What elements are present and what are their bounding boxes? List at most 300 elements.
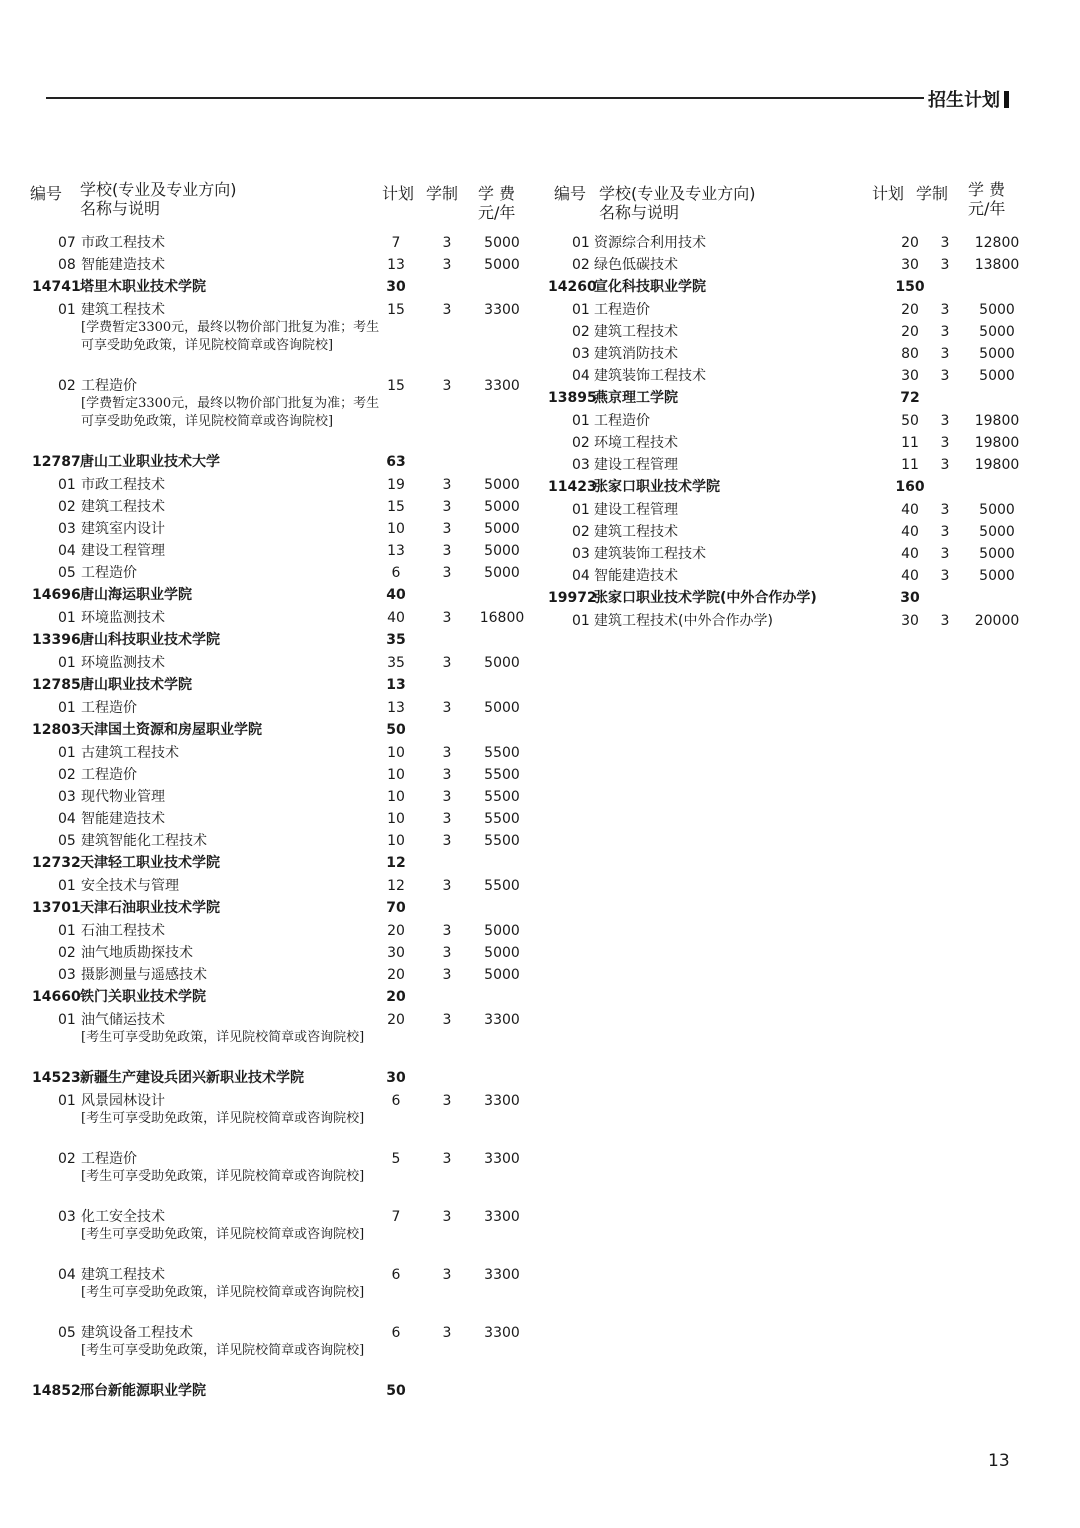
major-name: 市政工程技术 bbox=[81, 235, 165, 251]
major-name: 工程造价 bbox=[81, 565, 137, 581]
major-name: 油气储运技术 bbox=[81, 1012, 165, 1028]
major-name: 智能建造技术 bbox=[81, 811, 165, 827]
major-code: 01 bbox=[58, 700, 76, 716]
major-plan: 10 bbox=[387, 767, 405, 783]
major-row bbox=[30, 942, 530, 964]
major-code: 01 bbox=[572, 302, 590, 318]
major-plan: 40 bbox=[387, 610, 405, 626]
section-title-bar bbox=[1004, 91, 1009, 108]
major-plan: 6 bbox=[391, 1093, 401, 1109]
major-plan: 40 bbox=[901, 568, 919, 584]
major-name: 建筑装饰工程技术 bbox=[594, 546, 706, 562]
school-plan: 50 bbox=[386, 722, 406, 738]
major-plan: 20 bbox=[387, 1012, 405, 1028]
major-duration: 3 bbox=[442, 811, 452, 827]
school-row bbox=[30, 451, 530, 474]
major-fee: 5000 bbox=[484, 257, 520, 273]
major-plan: 30 bbox=[901, 368, 919, 384]
major-fee: 5500 bbox=[484, 789, 520, 805]
school-row bbox=[548, 476, 1028, 499]
major-code: 02 bbox=[58, 499, 76, 515]
major-code: 01 bbox=[58, 745, 76, 761]
major-name: 石油工程技术 bbox=[81, 923, 165, 939]
school-name: 张家口职业技术学院(中外合作办学) bbox=[594, 590, 817, 606]
major-row bbox=[30, 496, 530, 518]
major-row bbox=[548, 454, 1028, 476]
school-name: 塔里木职业技术学院 bbox=[80, 279, 206, 295]
header-duration: 学制 bbox=[426, 184, 459, 203]
major-fee: 5000 bbox=[484, 923, 520, 939]
school-code: 12785 bbox=[32, 677, 81, 693]
major-duration: 3 bbox=[442, 499, 452, 515]
major-fee: 5500 bbox=[484, 878, 520, 894]
header-fee: 学费 bbox=[968, 180, 1011, 199]
major-plan: 7 bbox=[391, 235, 401, 251]
major-plan: 20 bbox=[387, 967, 405, 983]
school-name: 新疆生产建设兵团兴新职业技术学院 bbox=[80, 1070, 304, 1086]
major-plan: 40 bbox=[901, 502, 919, 518]
school-name: 唐山海运职业学院 bbox=[80, 587, 192, 603]
school-plan: 63 bbox=[386, 454, 406, 470]
major-name: 工程造价 bbox=[81, 767, 137, 783]
major-fee: 5000 bbox=[484, 499, 520, 515]
major-fee: 5000 bbox=[484, 521, 520, 537]
major-duration: 3 bbox=[442, 923, 452, 939]
major-row bbox=[548, 543, 1028, 565]
major-code: 04 bbox=[572, 368, 590, 384]
school-plan: 13 bbox=[386, 677, 406, 693]
school-row bbox=[30, 1380, 530, 1403]
school-code: 14523 bbox=[32, 1070, 81, 1086]
major-fee: 5000 bbox=[484, 235, 520, 251]
school-code: 12787 bbox=[32, 454, 81, 470]
school-name: 铁门关职业技术学院 bbox=[80, 989, 206, 1005]
major-row bbox=[30, 786, 530, 808]
major-code: 04 bbox=[58, 1267, 76, 1283]
major-fee: 3300 bbox=[484, 378, 520, 394]
major-code: 02 bbox=[572, 257, 590, 273]
section-title bbox=[928, 86, 1009, 112]
header-fee: 学费 bbox=[478, 184, 521, 203]
major-plan: 19 bbox=[387, 477, 405, 493]
major-code: 02 bbox=[58, 767, 76, 783]
school-row bbox=[548, 276, 1028, 299]
major-code: 01 bbox=[58, 610, 76, 626]
major-duration: 3 bbox=[442, 477, 452, 493]
major-fee: 5000 bbox=[979, 302, 1015, 318]
header-plan: 计划 bbox=[872, 184, 905, 203]
major-code: 07 bbox=[58, 235, 76, 251]
major-row bbox=[30, 1206, 530, 1264]
major-plan: 40 bbox=[901, 524, 919, 540]
major-row bbox=[548, 432, 1028, 454]
major-code: 03 bbox=[572, 346, 590, 362]
major-plan: 20 bbox=[387, 923, 405, 939]
major-name: 建筑工程技术 bbox=[81, 302, 165, 318]
school-code: 14260 bbox=[548, 279, 597, 295]
school-code: 14741 bbox=[32, 279, 81, 295]
school-plan: 20 bbox=[386, 989, 406, 1005]
header-name: 学校(专业及专业方向) bbox=[80, 180, 237, 199]
major-plan: 13 bbox=[387, 543, 405, 559]
school-plan: 40 bbox=[386, 587, 406, 603]
major-name: 建筑工程技术(中外合作办学) bbox=[594, 613, 773, 629]
major-plan: 35 bbox=[387, 655, 405, 671]
major-fee: 3300 bbox=[484, 1209, 520, 1225]
major-code: 03 bbox=[58, 521, 76, 537]
school-row bbox=[30, 674, 530, 697]
major-row bbox=[30, 1264, 530, 1322]
major-plan: 13 bbox=[387, 700, 405, 716]
major-row bbox=[30, 875, 530, 897]
major-plan: 10 bbox=[387, 521, 405, 537]
major-name: 建设工程管理 bbox=[594, 457, 678, 473]
major-plan: 80 bbox=[901, 346, 919, 362]
school-row bbox=[30, 719, 530, 742]
major-name: 工程造价 bbox=[81, 700, 137, 716]
major-fee: 5000 bbox=[979, 524, 1015, 540]
major-code: 01 bbox=[58, 302, 76, 318]
major-duration: 3 bbox=[940, 368, 950, 384]
school-name: 天津石油职业技术学院 bbox=[80, 900, 220, 916]
major-duration: 3 bbox=[442, 565, 452, 581]
major-code: 01 bbox=[58, 878, 76, 894]
major-code: 02 bbox=[58, 1151, 76, 1167]
school-code: 11423 bbox=[548, 479, 597, 495]
major-code: 02 bbox=[58, 378, 76, 394]
major-fee: 19800 bbox=[974, 435, 1020, 451]
major-duration: 3 bbox=[442, 1325, 452, 1341]
header-code: 编号 bbox=[30, 184, 63, 203]
school-plan: 30 bbox=[386, 279, 406, 295]
major-duration: 3 bbox=[940, 257, 950, 273]
school-row bbox=[30, 276, 530, 299]
major-plan: 10 bbox=[387, 833, 405, 849]
major-fee: 3300 bbox=[484, 1151, 520, 1167]
school-row bbox=[548, 387, 1028, 410]
major-row bbox=[30, 1148, 530, 1206]
major-name: 工程造价 bbox=[81, 378, 137, 394]
major-duration: 3 bbox=[442, 1209, 452, 1225]
major-fee: 5500 bbox=[484, 767, 520, 783]
school-plan: 70 bbox=[386, 900, 406, 916]
major-plan: 15 bbox=[387, 499, 405, 515]
major-name: 环境监测技术 bbox=[81, 610, 165, 626]
major-row bbox=[30, 808, 530, 830]
major-plan: 13 bbox=[387, 257, 405, 273]
major-plan: 5 bbox=[391, 1151, 401, 1167]
major-duration: 3 bbox=[940, 524, 950, 540]
major-plan: 11 bbox=[901, 435, 919, 451]
major-row bbox=[30, 1090, 530, 1148]
major-fee: 19800 bbox=[974, 413, 1020, 429]
major-code: 02 bbox=[572, 524, 590, 540]
major-duration: 3 bbox=[442, 610, 452, 626]
major-duration: 3 bbox=[442, 1267, 452, 1283]
right-row-list bbox=[548, 232, 1028, 632]
major-note: [考生可享受助免政策，详见院校简章或咨询院校] bbox=[81, 1030, 365, 1045]
major-plan: 10 bbox=[387, 811, 405, 827]
major-fee: 12800 bbox=[974, 235, 1020, 251]
major-fee: 20000 bbox=[974, 613, 1020, 629]
major-duration: 3 bbox=[442, 302, 452, 318]
major-name: 古建筑工程技术 bbox=[81, 745, 179, 761]
major-fee: 5000 bbox=[484, 477, 520, 493]
school-name: 唐山科技职业技术学院 bbox=[80, 632, 220, 648]
school-code: 14696 bbox=[32, 587, 81, 603]
major-row bbox=[548, 521, 1028, 543]
major-duration: 3 bbox=[442, 257, 452, 273]
major-row bbox=[30, 518, 530, 540]
major-plan: 30 bbox=[901, 613, 919, 629]
school-plan: 30 bbox=[386, 1070, 406, 1086]
major-name: 现代物业管理 bbox=[81, 789, 165, 805]
major-code: 01 bbox=[58, 655, 76, 671]
major-row bbox=[30, 540, 530, 562]
major-fee: 5500 bbox=[484, 745, 520, 761]
major-code: 02 bbox=[572, 435, 590, 451]
school-name: 天津国土资源和房屋职业学院 bbox=[80, 722, 262, 738]
major-plan: 50 bbox=[901, 413, 919, 429]
major-duration: 3 bbox=[940, 413, 950, 429]
major-name: 环境工程技术 bbox=[594, 435, 678, 451]
major-duration: 3 bbox=[940, 435, 950, 451]
major-plan: 30 bbox=[387, 945, 405, 961]
major-plan: 15 bbox=[387, 302, 405, 318]
major-note: [考生可享受助免政策，详见院校简章或咨询院校] bbox=[81, 1169, 365, 1184]
major-code: 03 bbox=[58, 789, 76, 805]
school-plan: 160 bbox=[895, 479, 925, 495]
major-row bbox=[30, 375, 530, 451]
major-code: 04 bbox=[572, 568, 590, 584]
major-duration: 3 bbox=[442, 543, 452, 559]
major-row bbox=[30, 474, 530, 496]
school-row bbox=[30, 852, 530, 875]
header-name-sub: 名称与说明 bbox=[599, 203, 680, 222]
major-row bbox=[30, 920, 530, 942]
major-fee: 3300 bbox=[484, 1012, 520, 1028]
major-duration: 3 bbox=[442, 745, 452, 761]
major-name: 建筑工程技术 bbox=[594, 324, 678, 340]
major-name: 环境监测技术 bbox=[81, 655, 165, 671]
major-duration: 3 bbox=[940, 613, 950, 629]
school-row bbox=[30, 1067, 530, 1090]
school-code: 14852 bbox=[32, 1383, 81, 1399]
major-row bbox=[548, 565, 1028, 587]
major-code: 01 bbox=[58, 1012, 76, 1028]
major-duration: 3 bbox=[442, 967, 452, 983]
school-plan: 72 bbox=[900, 390, 920, 406]
major-duration: 3 bbox=[940, 302, 950, 318]
left-column bbox=[30, 180, 530, 1403]
major-code: 04 bbox=[58, 811, 76, 827]
major-fee: 5000 bbox=[979, 546, 1015, 562]
major-name: 安全技术与管理 bbox=[81, 878, 179, 894]
major-name: 建筑工程技术 bbox=[81, 1267, 165, 1283]
major-duration: 3 bbox=[442, 655, 452, 671]
major-fee: 5000 bbox=[979, 368, 1015, 384]
major-row bbox=[548, 254, 1028, 276]
major-duration: 3 bbox=[442, 789, 452, 805]
major-code: 02 bbox=[572, 324, 590, 340]
left-column-header bbox=[30, 180, 530, 232]
major-note: [考生可享受助免政策，详见院校简章或咨询院校] bbox=[81, 1111, 365, 1126]
school-code: 13396 bbox=[32, 632, 81, 648]
school-code: 13701 bbox=[32, 900, 81, 916]
school-name: 燕京理工学院 bbox=[594, 390, 678, 406]
school-code: 19972 bbox=[548, 590, 597, 606]
major-plan: 20 bbox=[901, 235, 919, 251]
major-fee: 5000 bbox=[484, 700, 520, 716]
school-code: 12732 bbox=[32, 855, 81, 871]
major-name: 建筑工程技术 bbox=[81, 499, 165, 515]
major-plan: 7 bbox=[391, 1209, 401, 1225]
school-name: 唐山工业职业技术大学 bbox=[80, 454, 220, 470]
major-plan: 12 bbox=[387, 878, 405, 894]
major-note: [考生可享受助免政策，详见院校简章或咨询院校] bbox=[81, 1285, 365, 1300]
major-fee: 5500 bbox=[484, 811, 520, 827]
major-fee: 5000 bbox=[484, 945, 520, 961]
school-plan: 50 bbox=[386, 1383, 406, 1399]
major-plan: 40 bbox=[901, 546, 919, 562]
major-fee: 5000 bbox=[484, 543, 520, 559]
major-code: 05 bbox=[58, 1325, 76, 1341]
major-code: 05 bbox=[58, 565, 76, 581]
header-name: 学校(专业及专业方向) bbox=[599, 184, 756, 203]
major-name: 智能建造技术 bbox=[594, 568, 678, 584]
major-name: 油气地质勘探技术 bbox=[81, 945, 193, 961]
school-code: 14660 bbox=[32, 989, 81, 1005]
major-name: 工程造价 bbox=[81, 1151, 137, 1167]
major-duration: 3 bbox=[940, 457, 950, 473]
major-name: 建设工程管理 bbox=[594, 502, 678, 518]
major-row bbox=[30, 607, 530, 629]
major-name: 工程造价 bbox=[594, 302, 650, 318]
school-code: 13895 bbox=[548, 390, 597, 406]
school-plan: 150 bbox=[895, 279, 925, 295]
major-name: 摄影测量与遥感技术 bbox=[81, 967, 207, 983]
school-row bbox=[30, 986, 530, 1009]
major-fee: 5000 bbox=[979, 502, 1015, 518]
major-fee: 5000 bbox=[484, 967, 520, 983]
major-row bbox=[548, 610, 1028, 632]
major-plan: 11 bbox=[901, 457, 919, 473]
school-name: 宣化科技职业学院 bbox=[594, 279, 706, 295]
major-plan: 10 bbox=[387, 789, 405, 805]
header-rule bbox=[46, 97, 924, 99]
major-code: 04 bbox=[58, 543, 76, 559]
major-name: 建筑装饰工程技术 bbox=[594, 368, 706, 384]
school-row bbox=[30, 629, 530, 652]
school-name: 唐山职业技术学院 bbox=[80, 677, 192, 693]
major-duration: 3 bbox=[442, 878, 452, 894]
major-row bbox=[30, 830, 530, 852]
major-note: [考生可享受助免政策，详见院校简章或咨询院校] bbox=[81, 1227, 365, 1242]
major-row bbox=[548, 343, 1028, 365]
header-name-sub: 名称与说明 bbox=[80, 199, 161, 218]
major-name: 工程造价 bbox=[594, 413, 650, 429]
major-fee: 5000 bbox=[979, 346, 1015, 362]
major-duration: 3 bbox=[442, 235, 452, 251]
major-duration: 3 bbox=[442, 1093, 452, 1109]
major-code: 03 bbox=[58, 1209, 76, 1225]
major-code: 05 bbox=[58, 833, 76, 849]
major-duration: 3 bbox=[940, 568, 950, 584]
header-plan: 计划 bbox=[382, 184, 415, 203]
major-row bbox=[30, 742, 530, 764]
school-row bbox=[30, 584, 530, 607]
major-row bbox=[548, 299, 1028, 321]
major-code: 03 bbox=[58, 967, 76, 983]
major-duration: 3 bbox=[940, 546, 950, 562]
major-code: 02 bbox=[58, 945, 76, 961]
major-duration: 3 bbox=[442, 1012, 452, 1028]
left-row-list bbox=[30, 232, 530, 1403]
major-name: 建筑设备工程技术 bbox=[81, 1325, 193, 1341]
major-code: 01 bbox=[58, 1093, 76, 1109]
school-name: 邢台新能源职业学院 bbox=[80, 1383, 206, 1399]
major-code: 01 bbox=[572, 613, 590, 629]
major-code: 01 bbox=[58, 477, 76, 493]
right-column bbox=[548, 180, 1028, 632]
major-duration: 3 bbox=[442, 700, 452, 716]
major-row bbox=[30, 254, 530, 276]
major-row bbox=[548, 232, 1028, 254]
major-code: 01 bbox=[572, 502, 590, 518]
major-fee: 5000 bbox=[484, 655, 520, 671]
major-code: 08 bbox=[58, 257, 76, 273]
major-duration: 3 bbox=[442, 521, 452, 537]
school-code: 12803 bbox=[32, 722, 81, 738]
major-duration: 3 bbox=[442, 945, 452, 961]
major-row bbox=[30, 1322, 530, 1380]
major-plan: 20 bbox=[901, 302, 919, 318]
major-plan: 20 bbox=[901, 324, 919, 340]
major-name: 风景园林设计 bbox=[81, 1093, 165, 1109]
major-fee: 3300 bbox=[484, 1325, 520, 1341]
header-fee-unit: 元/年 bbox=[968, 199, 1006, 218]
major-plan: 6 bbox=[391, 1267, 401, 1283]
page-number: 13 bbox=[988, 1451, 1010, 1471]
major-row bbox=[548, 410, 1028, 432]
major-fee: 16800 bbox=[479, 610, 525, 626]
major-row bbox=[30, 562, 530, 584]
major-fee: 5000 bbox=[484, 565, 520, 581]
major-plan: 10 bbox=[387, 745, 405, 761]
major-name: 绿色低碳技术 bbox=[594, 257, 678, 273]
section-title-text: 招生计划 bbox=[928, 90, 1000, 111]
major-name: 市政工程技术 bbox=[81, 477, 165, 493]
major-plan: 30 bbox=[901, 257, 919, 273]
school-plan: 30 bbox=[900, 590, 920, 606]
major-name: 建设工程管理 bbox=[81, 543, 165, 559]
major-code: 03 bbox=[572, 457, 590, 473]
major-duration: 3 bbox=[442, 767, 452, 783]
major-row bbox=[30, 299, 530, 375]
major-row bbox=[30, 964, 530, 986]
major-fee: 5000 bbox=[979, 324, 1015, 340]
major-note: [学费暂定3300元，最终以物价部门批复为准；考生可享受助免政策，详见院校简章或咨询院校] bbox=[81, 396, 380, 429]
major-name: 化工安全技术 bbox=[81, 1209, 165, 1225]
major-duration: 3 bbox=[442, 1151, 452, 1167]
major-duration: 3 bbox=[940, 346, 950, 362]
major-row bbox=[30, 697, 530, 719]
school-plan: 12 bbox=[386, 855, 406, 871]
right-column-header bbox=[548, 180, 1028, 232]
major-plan: 15 bbox=[387, 378, 405, 394]
major-note: [学费暂定3300元，最终以物价部门批复为准；考生可享受助免政策，详见院校简章或咨询院校] bbox=[81, 320, 380, 353]
major-fee: 3300 bbox=[484, 1267, 520, 1283]
